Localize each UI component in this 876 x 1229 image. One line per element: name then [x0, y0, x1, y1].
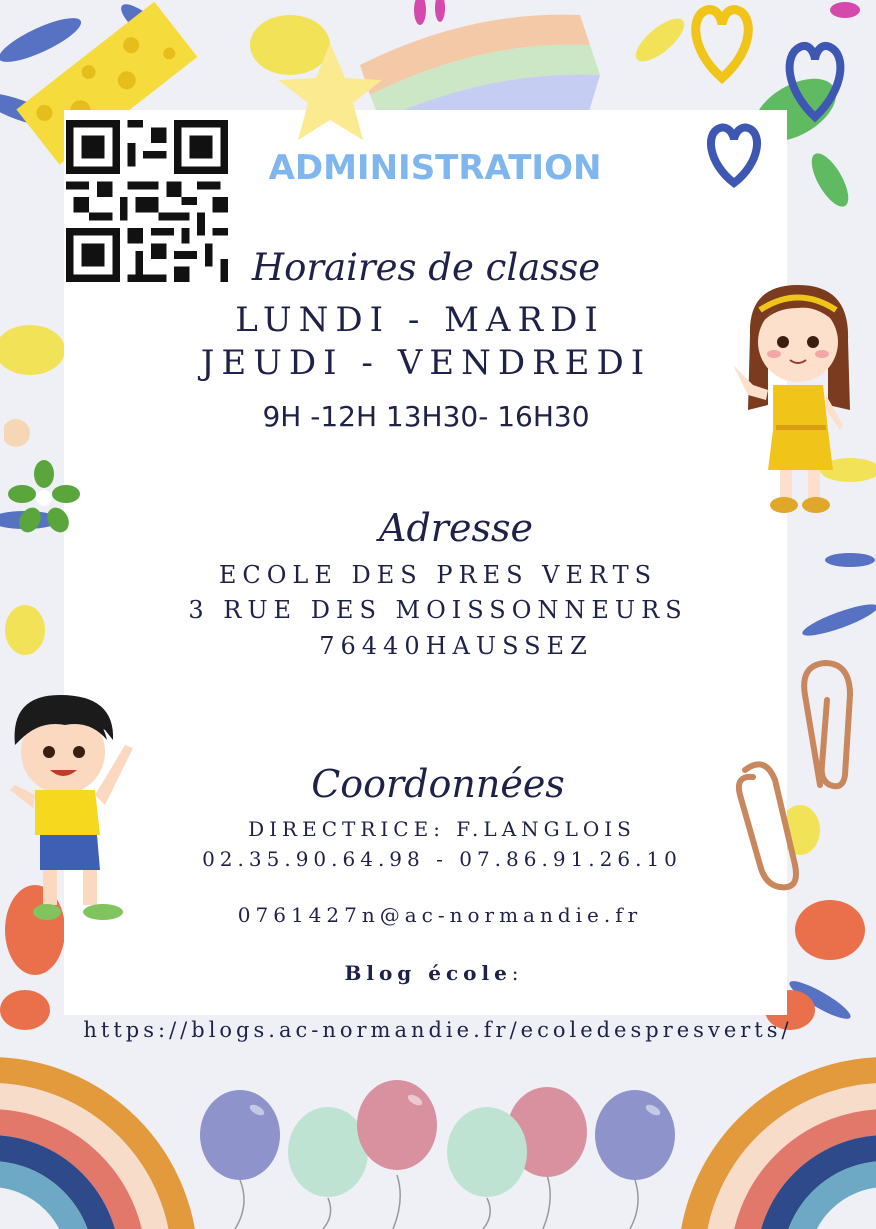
balloon-icon — [595, 1090, 675, 1180]
blog-label-text: Blog école — [344, 961, 512, 985]
page-title: ADMINISTRATION — [268, 148, 602, 188]
schedule-days-line2: JEUDI - VENDREDI — [200, 343, 652, 383]
address-line2: 3 RUE DES MOISSONNEURS — [188, 596, 688, 624]
heart-icon — [685, 0, 760, 85]
rainbow-icon — [0, 1035, 200, 1229]
boy-illustration — [5, 690, 145, 930]
schedule-heading: Horaires de classe — [251, 246, 601, 289]
balloon-icon — [288, 1107, 368, 1197]
balloon-icon — [200, 1090, 280, 1180]
contact-heading: Coordonnées — [311, 762, 565, 806]
flower-icon — [4, 395, 49, 470]
phone-numbers: 02.35.90.64.98 - 07.86.91.26.10 — [202, 847, 682, 871]
shooting-star-icon — [270, 38, 410, 153]
blog-label-colon: : — [511, 961, 524, 985]
address-line3: 76440HAUSSEZ — [319, 632, 593, 660]
schedule-days-line1: LUNDI - MARDI — [235, 300, 605, 340]
email-link[interactable]: 0761427n@ac-normandie.fr — [237, 903, 643, 927]
heart-icon — [700, 118, 768, 190]
balloons-group — [195, 1080, 685, 1229]
blog-label — [0, 961, 872, 985]
girl-illustration — [728, 280, 858, 525]
address-heading: Adresse — [379, 506, 533, 550]
heart-icon — [778, 35, 853, 125]
director-text: DIRECTRICE: F.LANGLOIS — [248, 817, 636, 841]
balloon-icon — [447, 1107, 527, 1197]
address-line1: ECOLE DES PRES VERTS — [218, 561, 658, 589]
schedule-hours: 9H -12H 13H30- 16H30 — [262, 400, 590, 433]
balloon-icon — [357, 1080, 437, 1170]
rainbow-icon — [676, 1035, 876, 1229]
blog-url-link[interactable]: https://blogs.ac-normandie.fr/ecoledespresverts/ — [83, 1018, 793, 1042]
